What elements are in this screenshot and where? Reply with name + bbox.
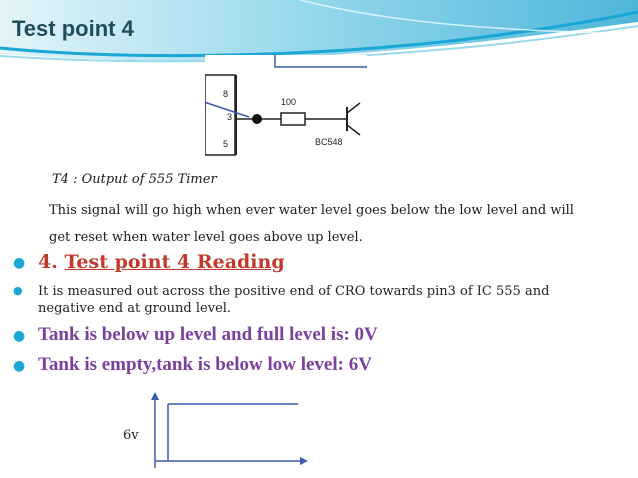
heading-number: 4. <box>38 251 58 273</box>
bullet-icon: ● <box>13 328 26 344</box>
bullet-icon: ● <box>13 284 23 297</box>
bullet-icon: ● <box>13 358 26 374</box>
resistor-label: 100 <box>281 97 297 107</box>
bullet-icon: ● <box>13 255 26 271</box>
description-line-1: This signal will go high when ever water level goes below the low level and will <box>49 203 574 218</box>
heading-link[interactable]: Test point 4 Reading <box>64 251 285 273</box>
measurement-note: It is measured out across the positive end of CRO towards pin3 of IC 555 and negative end at ground level. <box>38 284 550 316</box>
pin-5-label: 5 <box>223 139 229 149</box>
reading-heading <box>38 251 285 273</box>
pin-8-label: 8 <box>223 89 229 99</box>
pin-3-label: 3 <box>227 112 233 122</box>
voltage-label: 6v <box>123 428 139 443</box>
slide-title: Test point 4 <box>12 16 134 41</box>
circuit-schematic <box>205 55 367 197</box>
full-level-reading: Tank is below up level and full level is: 0V <box>38 324 378 345</box>
transistor-label: BC548 <box>315 137 343 147</box>
waveform-graph <box>140 392 310 470</box>
empty-level-reading: Tank is empty,tank is below low level: 6V <box>38 354 372 375</box>
description-line-2: get reset when water level goes above up level. <box>49 230 363 245</box>
figure-caption: T4 : Output of 555 Timer <box>52 172 217 187</box>
